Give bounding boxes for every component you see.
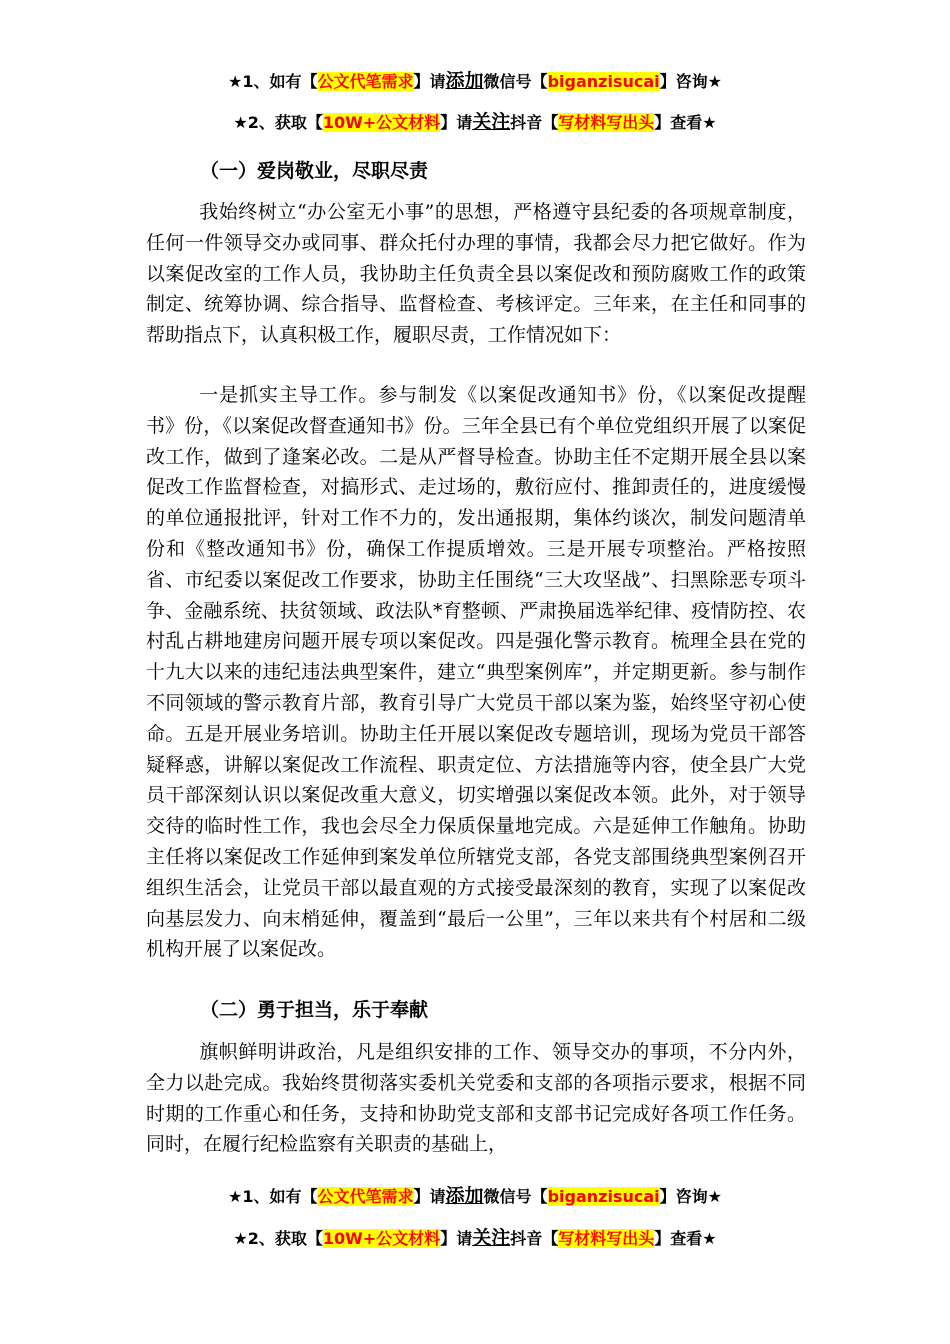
banner-prefix: ★1、如有【 (228, 1187, 318, 1206)
banner-prefix: ★2、获取【 (233, 1229, 323, 1248)
banner-highlight-douyin: 写材料写出头 (558, 1229, 655, 1248)
banner-prefix: ★1、如有【 (228, 72, 318, 91)
banner-highlight: 10W+公文材料 (322, 1229, 441, 1248)
banner-text: 】请 (440, 113, 473, 132)
banner-highlight-wechat: biganzisucai (547, 72, 660, 91)
banner-emphasis: 添加 (445, 1185, 484, 1207)
banner-highlight-douyin: 写材料写出头 (558, 113, 655, 132)
banner-suffix: 】查看★ (654, 113, 717, 132)
banner-text: 】请 (440, 1229, 473, 1248)
banner-text: 微信号【 (483, 1187, 548, 1206)
section-heading-2: （二）勇于担当，乐于奉献 (200, 999, 429, 1021)
banner-highlight-wechat: biganzisucai (547, 1187, 660, 1206)
banner-emphasis: 关注 (472, 1227, 511, 1249)
banner-emphasis: 关注 (472, 111, 511, 133)
banner-suffix: 】咨询★ (659, 72, 722, 91)
promo-banner-top-2 (0, 110, 950, 135)
section-heading-1: （一）爱岗敬业，尽职尽责 (200, 160, 429, 182)
banner-suffix: 】咨询★ (659, 1187, 722, 1206)
section2-paragraph-1: 旗帜鲜明讲政治，凡是组织安排的工作、领导交办的事项，不分内外，全力以赴完成。我始终贯彻落实委机关党委和支部的各项指示要求，根据不同时期的工作重心和任务，支持和协助党支部和支部书记完成好各项工作任务。同时，在履行纪检监察有关职责的基础上， (146, 1041, 806, 1156)
banner-prefix: ★2、获取【 (233, 113, 323, 132)
promo-banner-top-1 (0, 69, 950, 94)
banner-suffix: 】查看★ (654, 1229, 717, 1248)
section1-paragraph-1: 我始终树立“办公室无小事”的思想，严格遵守县纪委的各项规章制度，任何一件领导交办或同事、群众托付办理的事情，我都会尽力把它做好。作为以案促改室的工作人员，我协助主任负责全县以案促改和预防腐败工作的政策制定、统筹协调、综合指导、监督检查、考核评定。三年来，在主任和同事的帮助指点下，认真积极工作，履职尽责，工作情况如下： (146, 201, 806, 347)
banner-text: 抖音【 (510, 113, 559, 132)
banner-emphasis: 添加 (445, 70, 484, 92)
banner-text: 抖音【 (510, 1229, 559, 1248)
promo-banner-bottom-1 (0, 1184, 950, 1209)
banner-text: 】请 (413, 1187, 446, 1206)
banner-highlight: 公文代笔需求 (317, 72, 414, 91)
banner-highlight: 10W+公文材料 (322, 113, 441, 132)
section1-paragraph-2: 一是抓实主导工作。参与制发《以案促改通知书》份，《以案促改提醒书》份，《以案促改督查通知书》份。三年全县已有个单位党组织开展了以案促改工作，做到了逢案必改。二是从严督导检查。协助主任不定期开展全县以案促改工作监督检查，对搞形式、走过场的，敷衍应付、推卸责任的，进度缓慢的单位通报批评，针对工作不力的，发出通报期，集体约谈次，制发问题清单份和《整改通知书》份，确保工作提质增效。三是开展专项整治。严格按照省、市纪委以案促改工作要求，协助主任围绕“三大攻坚战”、扫黑除恶专项斗争、金融系统、扶贫领域、政法队*育整顿、严肃换届选举纪律、疫情防控、农村乱占耕地建房问题开展专项以案促改。四是强化警示教育。梳理全县在党的十九大以来的违纪违法典型案件，建立“典型案例库”，并定期更新。参与制作不同领域的警示教育片部，教育引导广大党员干部以案为鉴，始终坚守初心使命。五是开展业务培训。协助主任开展以案促改专题培训，现场为党员干部答疑释惑，讲解以案促改工作流程、职责定位、方法措施等内容，使全县广大党员干部深刻认识以案促改重大意义，切实增强以案促改本领。此外，对于领导交待的临时性工作，我也会尽全力保质保量地完成。六是延伸工作触角。协助主任将以案促改工作延伸到案发单位所辖党支部，各党支部围绕典型案例召开组织生活会，让党员干部以最直观的方式接受最深刻的教育，实现了以案促改向基层发力、向末梢延伸，覆盖到“最后一公里”，三年以来共有个村居和二级机构开展了以案促改。 (146, 384, 806, 961)
promo-banner-bottom-2 (0, 1226, 950, 1251)
banner-text: 】请 (413, 72, 446, 91)
banner-highlight: 公文代笔需求 (317, 1187, 414, 1206)
banner-text: 微信号【 (483, 72, 548, 91)
